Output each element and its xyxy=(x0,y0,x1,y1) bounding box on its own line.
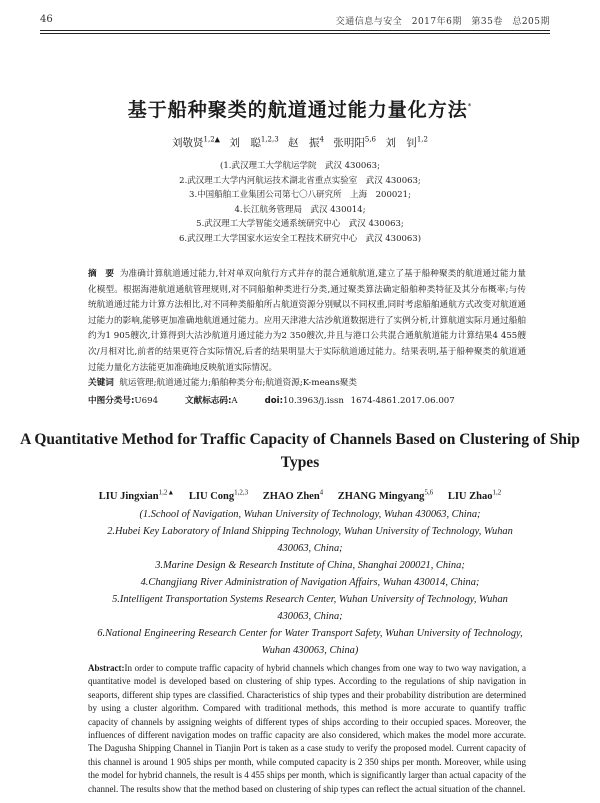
affiliation-cn: 6.武汉理工大学国家水运安全工程技术研究中心 武汉 430063) xyxy=(178,233,422,244)
doi-label: doi: xyxy=(264,396,284,406)
affiliation-cn: 5.武汉理工大学智能交通系统研究中心 武汉 430063; xyxy=(196,219,404,230)
abstract-label-cn: 摘 要 xyxy=(88,269,115,279)
doc-code-label: 文献标志码: xyxy=(185,396,232,406)
affiliation-cn: 3.中国船舶工业集团公司第七〇八研究所 上海 200021; xyxy=(189,190,411,201)
english-title: A Quantitative Method for Traffic Capacity of Channels Based on Clustering of Ship Types xyxy=(20,431,580,471)
title-footnote-mark: * xyxy=(467,102,473,111)
author-en: ZHANG Mingyang$^{5,6}$ xyxy=(337,488,434,502)
keywords-text-cn: 航运管理;航道通过能力;船舶种类分布;航道资源;K-means聚类 xyxy=(119,378,357,388)
affiliation-cn: (1.武汉理工大学航运学院 武汉 430063; xyxy=(220,161,380,171)
english-abstract xyxy=(88,662,526,796)
doi-value: 10.3963/j.issn 1674-4861.2017.06.007 xyxy=(283,396,455,406)
author-en: ZHAO Zhen$^4$ xyxy=(262,488,324,502)
affiliation-en: 3.Marine Design & Research Institute of China, Shanghai 200021, China; xyxy=(155,560,465,571)
english-authors xyxy=(0,488,600,502)
author-cn: 刘 聪$^{1,2,3}$ xyxy=(229,135,279,149)
clc-label: 中图分类号: xyxy=(88,396,135,406)
doc-code-value: A xyxy=(231,396,238,406)
author-en: LIU Cong$^{1,2,3}$ xyxy=(188,488,249,502)
chinese-title-text: 基于船种聚类的航道通过能力量化方法 xyxy=(127,99,468,121)
affiliation-en: 2.Hubei Key Laboratory of Inland Shipping Technology, Wuhan University of Technology, Wuhan 430063, China; xyxy=(107,526,513,554)
page-number: 46 xyxy=(40,14,53,25)
affiliation-en: 6.National Engineering Research Center for Water Transport Safety, Wuhan University of Technology, Wuhan 430063, China) xyxy=(97,628,523,656)
abstract-label-en: Abstract: xyxy=(88,663,125,673)
chinese-affiliations xyxy=(0,159,600,247)
chinese-authors xyxy=(0,135,600,150)
abstract-text-en: In order to compute traffic capacity of hybrid channels which changes from one way to two way navigation, a quantitative model is developed based on clustering of ship types. According to the regulations of ship navigation in seaports, different ship types are classified. Characteristics of ship types and their probability distribution are determined by using a cluster algorithm. Compared with traditional methods, this method is more accurate to quantify traffic capacity of channels by assigning weights of different types of ships according to their occupied spaces. Moreover, the influences of different navigation modes on traffic capacity are also considered, which makes the model more accurate. The Dagusha Shipping Channel in Tianjin Port is taken as a case study to verify the proposed model. Current capacity of this channel is around 1 905 ships per month, while computed capacity is 2 350 ships per month. Moreover, while using the model for hybrid channels, the result is 4 455 ships per month, which is significantly larger than actual capacity of the channel. The results show that the method based on clustering of ship types can reflect the actual situation of the channel. xyxy=(88,663,526,794)
author-cn: 张明阳$^{5,6}$ xyxy=(333,135,376,149)
author-cn: 刘敬贤$^{1,2▲}$ xyxy=(172,135,221,149)
author-cn: 刘 钊$^{1,2}$ xyxy=(385,135,428,149)
chinese-title xyxy=(0,95,600,122)
journal-info: 交通信息与安全 2017年6期 第35卷 总205期 xyxy=(335,17,550,27)
clc-value: U694 xyxy=(134,396,159,406)
affiliation-en: (1.School of Navigation, Wuhan University of Technology, Wuhan 430063, China; xyxy=(139,509,481,520)
author-en: LIU Zhao$^{1,2}$ xyxy=(447,488,502,502)
classification-line xyxy=(88,394,526,406)
header-rule xyxy=(40,30,550,31)
header-rule-thin xyxy=(40,33,550,34)
chinese-abstract xyxy=(88,267,526,376)
author-en: LIU Jingxian$^{1,2▲}$ xyxy=(98,488,175,502)
abstract-text-cn: 为准确计算航道通过能力,针对单双向航行方式并存的混合通航航道,建立了基于船种聚类的航道通过能力量化模型。根据海港航道通航管理规则,对不同船舶种类进行分类,通过聚类算法确定船舶种类特征及其分布概率;与传统航道通过能力计算方法相比,对不同种类船舶所占航道资源分别赋以不同权重,同时考虑船舶通航方式改变对航道通过能力的影响,能够更加准确地航道通过能力。应用天津港大沽沙航道数据进行了实例分析,计算航道实际月通过船舶约为1 905艘次,计算得到大沽沙航道月通过能力为2 350艘次,并且与港口公共混合通航航道能力计算结果4 455艘次/月相对比,前者的结果更符合实际情况,后者的结果明显大于实际航道通过能力。结果表明,基于船种聚类的航道通过能力量化方法能更加准确地反映航道实际情况。 xyxy=(88,269,526,373)
keywords-label-cn: 关键词 xyxy=(88,378,114,388)
affiliation-cn: 2.武汉理工大学内河航运技术湖北省重点实验室 武汉 430063; xyxy=(179,175,421,186)
english-affiliations xyxy=(95,506,525,659)
affiliation-cn: 4.长江航务管理局 武汉 430014; xyxy=(234,204,366,215)
affiliation-en: 5.Intelligent Transportation Systems Research Center, Wuhan University of Technology, Wuhan 430063, China; xyxy=(112,594,508,622)
affiliation-en: 4.Changjiang River Administration of Navigation Affairs, Wuhan 430014, China; xyxy=(140,577,480,588)
author-cn: 赵 振$^4$ xyxy=(288,135,324,149)
chinese-keywords xyxy=(88,376,526,388)
